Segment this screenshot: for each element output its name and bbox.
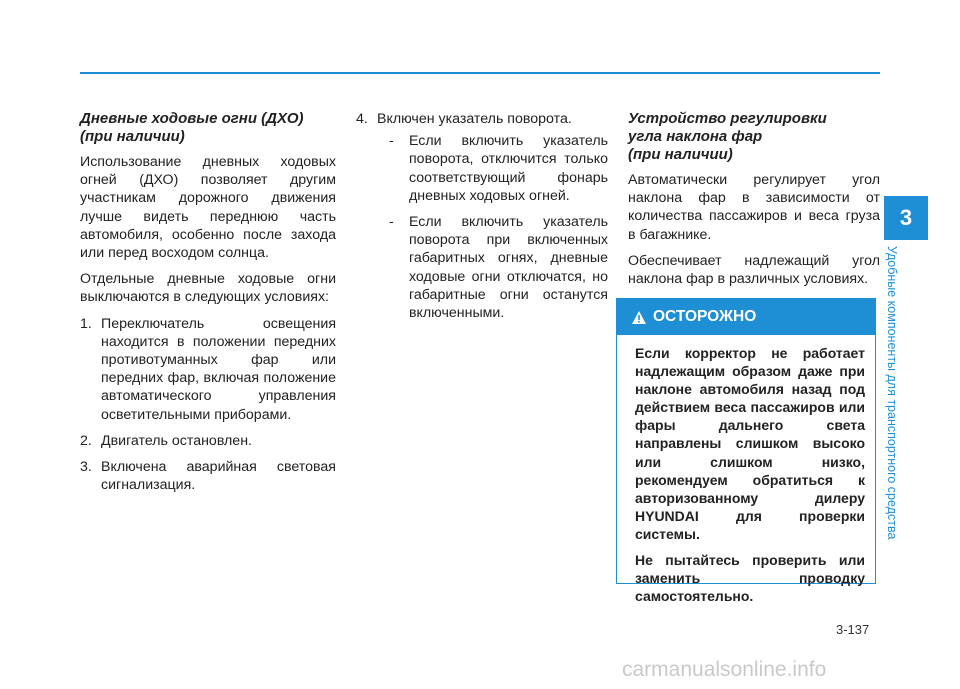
warning-box <box>616 298 876 605</box>
paragraph: Автоматически регулирует угол наклона фар в зависимости от количества пассажиров и веса груза в багажнике. <box>628 172 880 243</box>
warning-header <box>617 299 875 335</box>
column-middle <box>356 110 608 330</box>
condition-list-continued <box>356 110 608 322</box>
sub-list-item: - Если включить указатель поворота при включенных габаритных огнях, дневные ходовые огни отключатся, но габаритные огни останутся включенными. <box>389 214 608 322</box>
warning-text: Не пытайтесь проверить или заменить проводку самостоятельно. <box>635 552 865 605</box>
top-rule <box>80 72 880 74</box>
section-heading-drl: Дневные ходовые огни (ДХО) (при наличии) <box>80 110 304 145</box>
list-item: 3. Включена аварийная световая сигнализация. <box>80 459 336 494</box>
column-left <box>80 110 336 502</box>
watermark: carmanualsonline.info <box>622 658 827 681</box>
page-number: 3-137 <box>836 622 870 637</box>
list-item: 2. Двигатель остановлен. <box>80 432 252 449</box>
warning-icon <box>631 310 647 325</box>
section-heading-leveling: Устройство регулировки угла наклона фар (при наличии) <box>628 110 827 163</box>
list-item: 1. Переключатель освещения находится в положении передних противотуманных фар или передних фар, включая положение автоматического управления осветительными приборами. <box>80 315 336 423</box>
warning-text: Если корректор не работает надлежащим образом даже при наклоне автомобиля назад под действием веса пассажиров или фары дальнего света направлены слишком высоко или слишком низко, рекомендуем обратиться к авторизованному дилеру HYUNDAI для проверки системы. <box>635 345 865 542</box>
sub-list-item: - Если включить указатель поворота, отключится только соответствующий фонарь дневных ходовых огней. <box>389 133 608 204</box>
paragraph: Обеспечивает надлежащий угол наклона фар в различных условиях. <box>628 252 880 288</box>
paragraph: Отдельные дневные ходовые огни выключаются в следующих условиях: <box>80 271 336 306</box>
warning-title: ОСТОРОЖНО <box>653 308 757 325</box>
column-right <box>628 110 880 296</box>
warning-body <box>617 335 875 605</box>
list-item: 4. Включен указатель поворота. - Если включить указатель поворота, отключится только соответствующий фонарь дневных ходовых огней. - Если включить указатель поворота при включенных габаритных огнях, дневные ходовые огни отключатся, но габаритные огни останутся включенными. <box>356 111 608 322</box>
condition-list <box>80 315 336 495</box>
sub-list <box>389 132 608 322</box>
chapter-tab: 3 <box>884 196 928 240</box>
paragraph: Использование дневных ходовых огней (ДХО) позволяет другим участникам дорожного движения лучше видеть переднюю часть автомобиля, особенно после захода или перед восходом солнца. <box>80 154 336 262</box>
